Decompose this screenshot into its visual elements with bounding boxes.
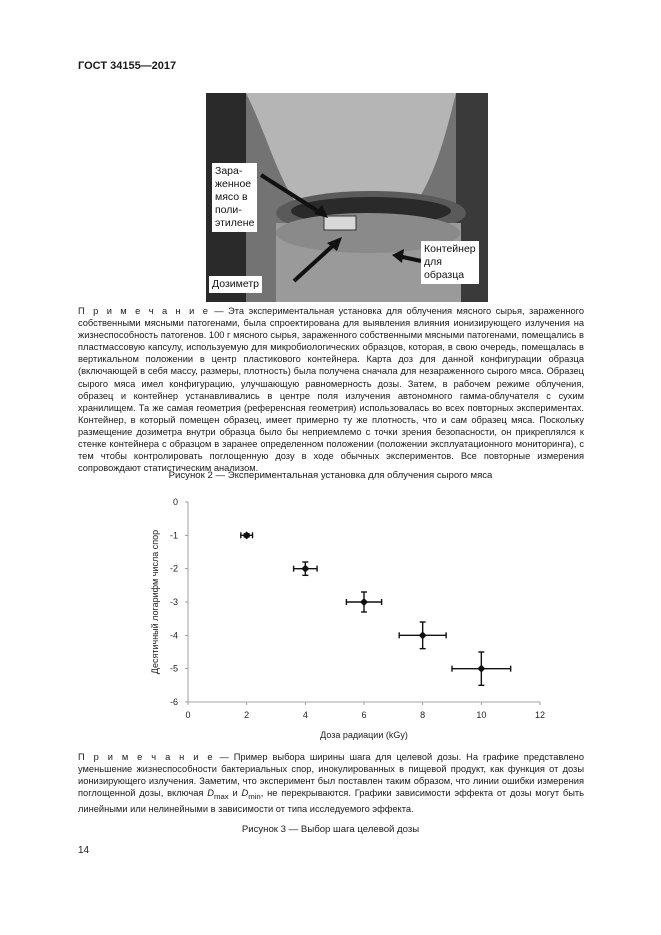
x-tick-label: 10 [476, 710, 487, 720]
x-tick-label: 2 [244, 710, 250, 720]
y-axis-label: Десятичный логарифм числа спор [150, 529, 160, 675]
y-tick-label: -1 [169, 530, 178, 541]
page-number: 14 [78, 845, 90, 856]
figure2-note: П р и м е ч а н и е — Эта экспериментальная установка для облучения мясного сырья, зараженного собственными мясными патогенами, была спроектирована для выявления влияния ионизирующего излучения на жизнеспособность патогенов. 100 г мясного сырья, зараженного собственными мясными патогенами, помещались в пластмассовую капсулу, используемую для микробиологических образцов, которая, в свою очередь, помещалась в вертикальном положении в центр пластикового контейнера. Карта доз для данной конфигурации образца (включающей в себя массу, размеры, плотность) была получена сначала для незараженного сырого мяса. Образец сырого мяса имел конфигурацию, улучшающую равномерность дозы. Затем, в рабочем режиме облучения, образец и контейнер устанавливались в центре поля излучения автономного гамма-облучателя с сухим хранилищем. Та же самая геометрия (референсная геометрия) использовалась во всех повторных экспериментах. Контейнер, в который помещен образец, имеет примерно ту же плотность, что и сам образец мяса. Поскольку размещение дозиметра внутри образца было бы неприемлемо с точки зрения безопасности, он прикреплялся к стенке контейнера с образцом в заранее определенном положении (положении эксплуатационного мониторинга), с тем чтобы контролировать поглощенную дозу в ходе обычных экспериментов. Все повторные измерения сопровождают статистическим анализом. [78, 306, 584, 474]
x-tick-label: 6 [361, 710, 367, 720]
x-tick-label: 0 [185, 710, 191, 720]
y-tick-label: -5 [169, 663, 178, 674]
data-point [419, 631, 427, 639]
y-tick-label: -3 [169, 597, 178, 607]
y-tick-label: -4 [169, 630, 178, 641]
x-axis-label: Доза радиации (kGy) [320, 730, 408, 740]
x-tick-label: 8 [420, 710, 426, 720]
data-point [360, 598, 368, 606]
figure3-caption: Рисунок 3 — Выбор шага целевой дозы [241, 824, 420, 835]
label-dosimeter: Дозиметр [209, 276, 262, 293]
dose-response-chart [140, 492, 560, 742]
label-contaminated-meat: Зара- женное мясо в поли- этилене [212, 163, 257, 232]
y-tick-label: 0 [172, 497, 178, 507]
figure3-note: П р и м е ч а н и е — Пример выбора ширины шага для целевой дозы. На графике представлено уменьшение жизнеспособности бактериальных спор, инокулированных в пищевой продукт, как функция от дозы ионизирующего излучения. Заметим, что эксперимент был поставлен таким образом, что линии ошибки измерения поглощенной дозы, включая $D_{max}$ и $D_{min}$, не перекрываются. Графики зависимости эффекта от дозы могут быть линейными или нелинейными в зависимости от типа исследуемого эффекта. [78, 752, 585, 815]
x-tick-label: 12 [534, 710, 546, 720]
x-tick-label: 4 [302, 710, 308, 720]
label-container: Контейнер для образца [421, 241, 479, 284]
data-point [301, 565, 309, 573]
experiment-photo [206, 93, 488, 302]
data-point [243, 531, 251, 539]
y-tick-label: -2 [169, 563, 178, 574]
document-header: ГОСТ 34155—2017 [78, 60, 177, 72]
data-point [477, 665, 485, 673]
y-tick-label: -6 [169, 697, 178, 707]
figure2-caption: Рисунок 2 — Экспериментальная установка для облучения сырого мяса [168, 470, 493, 481]
